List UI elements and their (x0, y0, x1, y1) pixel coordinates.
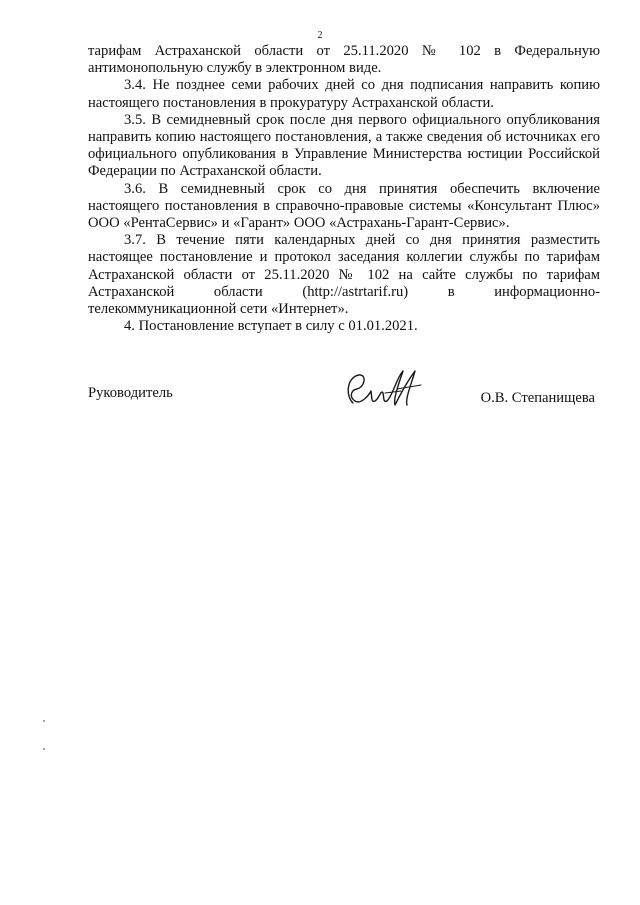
page-number: 2 (317, 30, 323, 41)
scan-speck (43, 748, 45, 750)
paragraph-3-7: 3.7. В течение пяти календарных дней со дня принятия разместить настоящее постановление и протокол заседания коллегии службы по тарифам Астраханской области от 25.11.2020 № 102 на сайте службы по тарифам Астраханской области (http://astrtarif.ru) в информационно-телекоммуникационной сети «Интернет». (88, 232, 600, 318)
paragraph-continuation: тарифам Астраханской области от 25.11.2020 № 102 в Федеральную антимонопольную службу в электронном виде. (88, 43, 600, 77)
handwritten-signature (341, 365, 426, 415)
paragraph-3-6: 3.6. В семидневный срок со дня принятия обеспечить включение настоящего постановления в справочно-правовые системы «Консультант Плюс» ООО «РентаСервис» и «Гарант» ООО «Астрахань-Гарант-Сервис». (88, 180, 600, 232)
paragraph-4: 4. Постановление вступает в силу с 01.01.2021. (124, 318, 418, 335)
document-body (88, 43, 600, 335)
paragraph-3-4: 3.4. Не позднее семи рабочих дней со дня подписания направить копию настоящего постановления в прокуратуру Астраханской области. (88, 77, 600, 111)
scan-speck (43, 720, 45, 722)
signer-name: О.В. Степанищева (480, 390, 595, 406)
signature-block (88, 365, 600, 425)
paragraph-3-5: 3.5. В семидневный срок после дня первого официального опубликования направить копию настоящего постановления, а также сведения об источниках его официального опубликования в Управление Министерства юстиции Российской Федерации по Астраханской области. (88, 111, 600, 180)
signer-title: Руководитель (88, 385, 173, 401)
